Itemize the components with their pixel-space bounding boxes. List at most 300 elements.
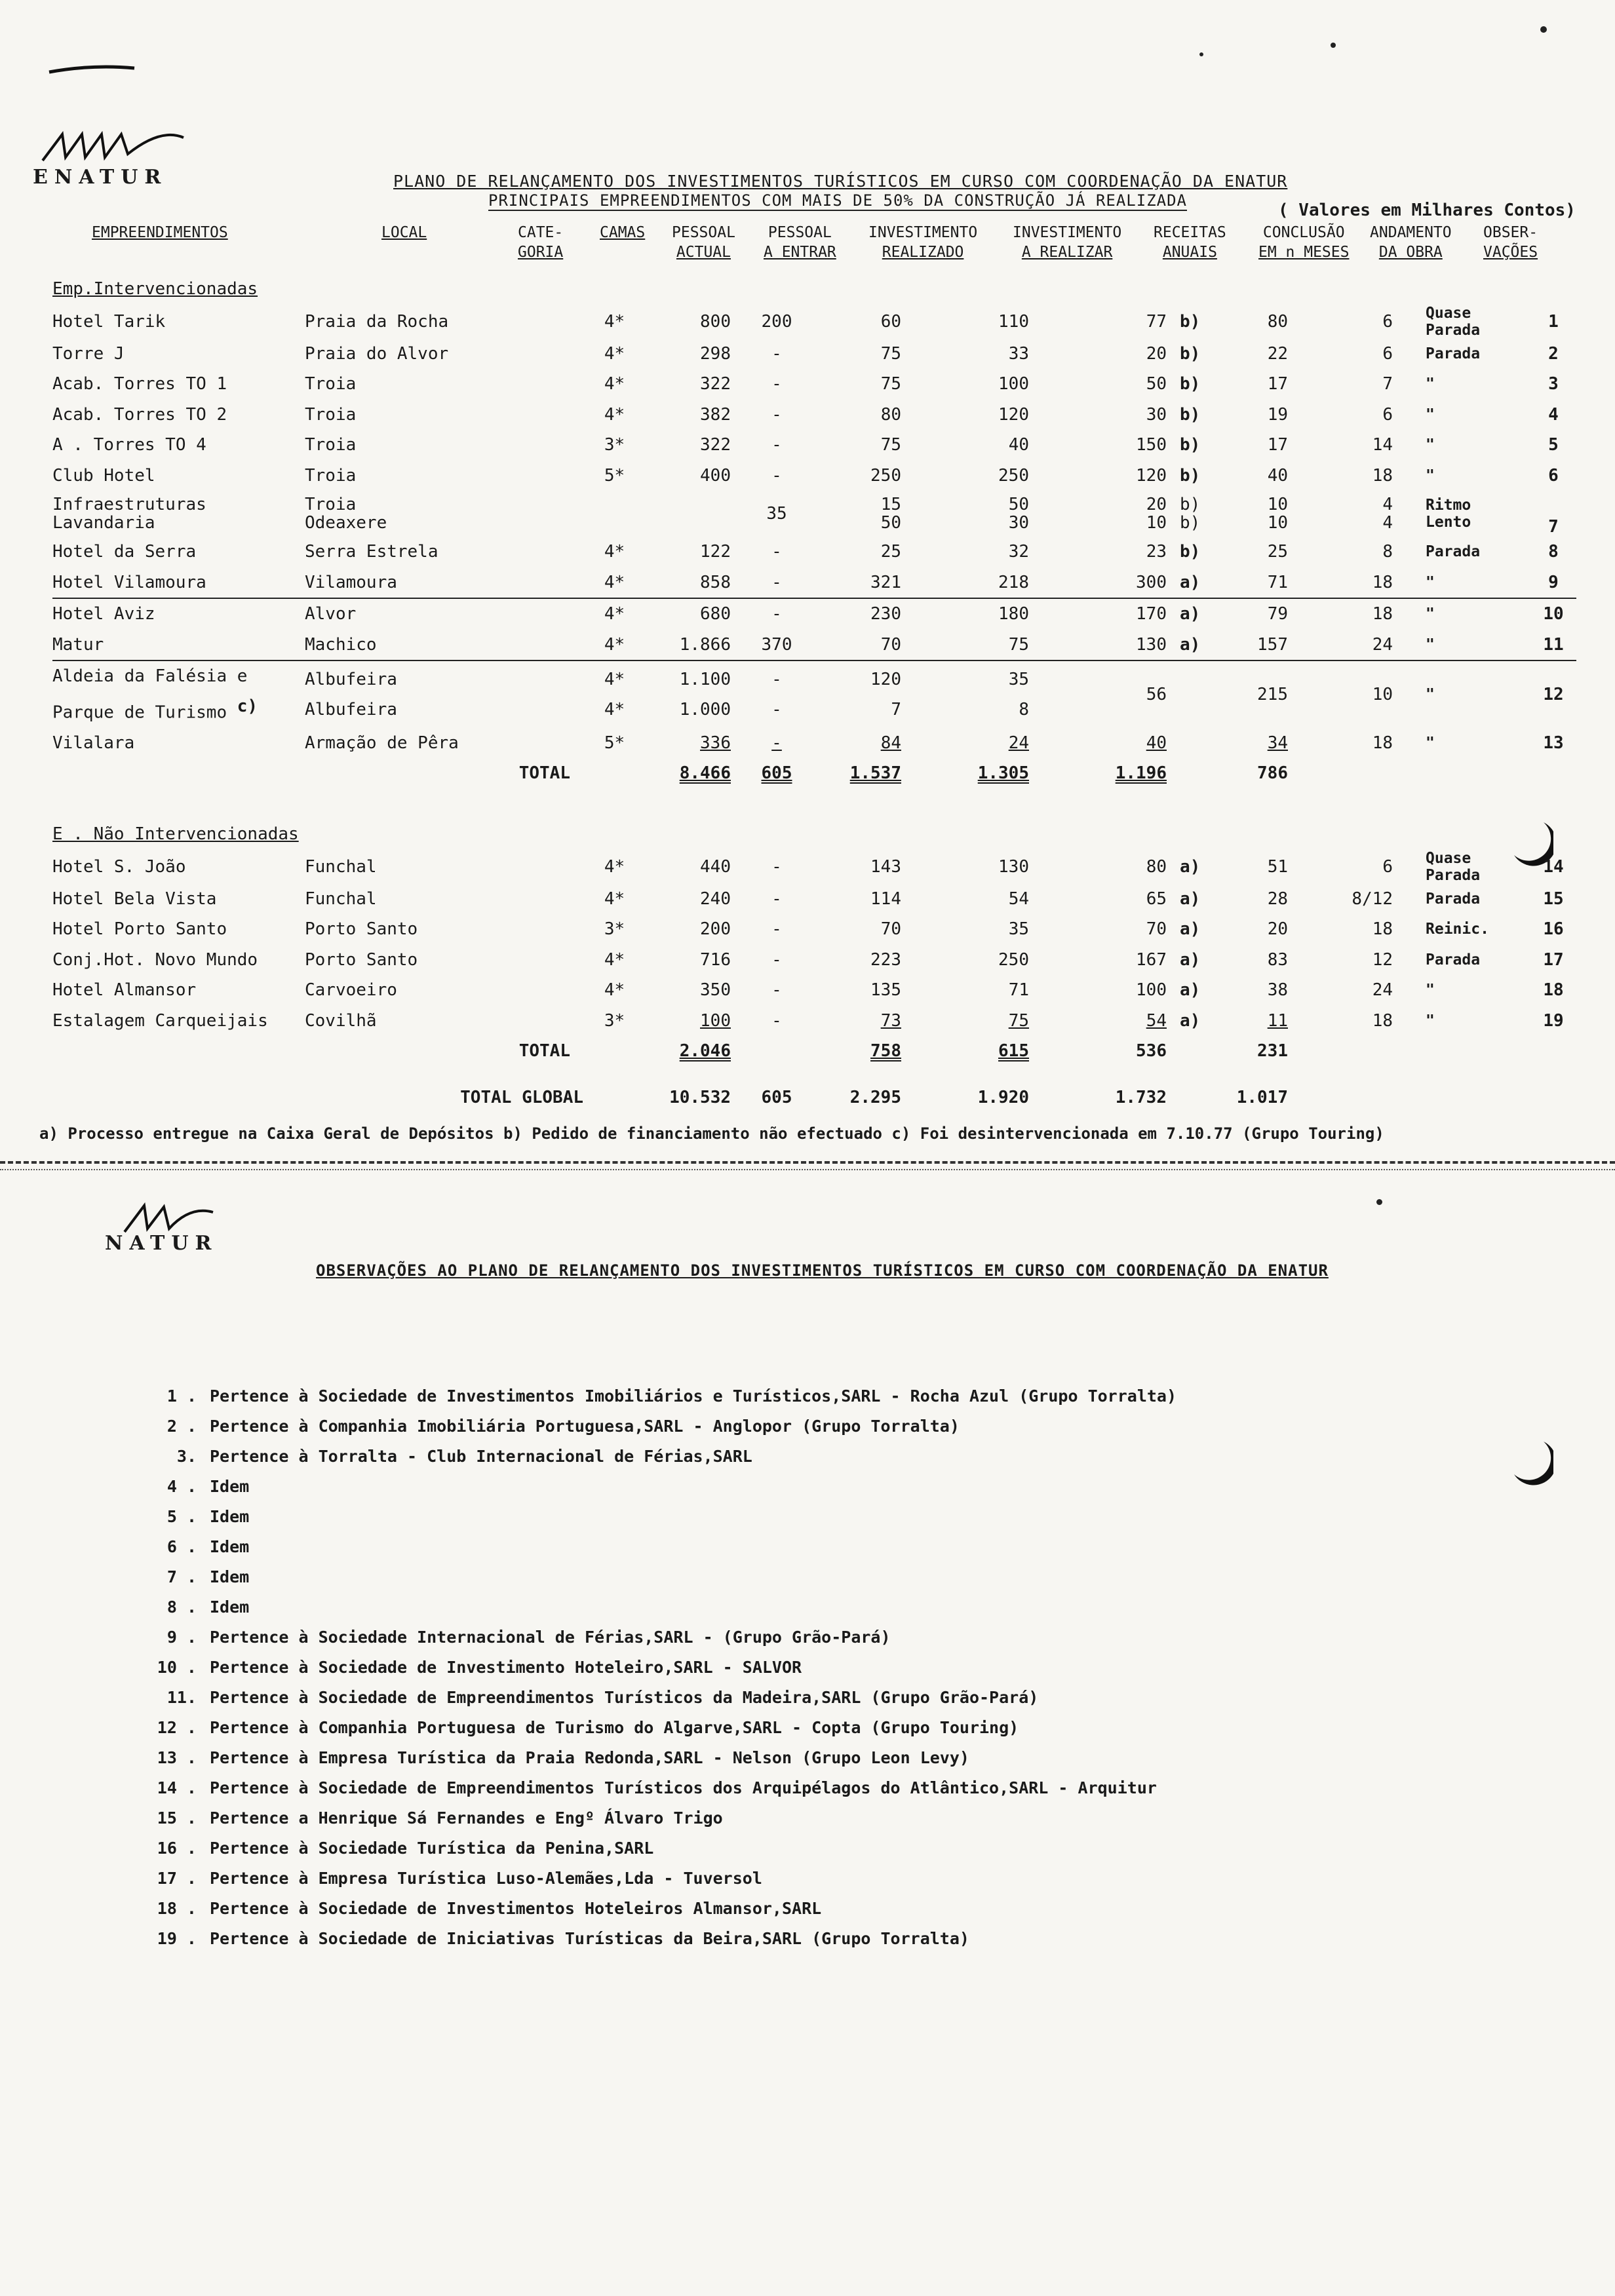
cell-status: Reinic.: [1426, 921, 1489, 938]
cell-value: -: [771, 604, 782, 624]
cell-name: Acab. Torres TO 1: [52, 374, 227, 394]
table-row: [52, 430, 1576, 461]
cell-value: 18: [1372, 919, 1393, 940]
list-item-number: 8 .: [166, 1598, 197, 1617]
cell-value: 250: [998, 949, 1029, 970]
cell-note: b): [1180, 495, 1201, 514]
total-value: 1.196: [1115, 763, 1167, 784]
cell-note: b): [1180, 374, 1201, 394]
list-item-number: 4 .: [166, 1477, 197, 1496]
table-row: [52, 975, 1576, 1006]
total-global-label: TOTAL GLOBAL: [460, 1087, 583, 1107]
cell-cat: 4*: [604, 404, 625, 425]
cell-value: 157: [1257, 634, 1288, 655]
list-item-number: 10 .: [157, 1658, 197, 1677]
cell-value: 10: [1267, 495, 1288, 514]
cell-value: 150: [1136, 435, 1167, 455]
cell-status: Parada: [1426, 890, 1481, 908]
list-item-text: Pertence a Henrique Sá Fernandes e Engº Álvaro Trigo: [210, 1808, 723, 1827]
cell-value: 20: [1146, 495, 1167, 514]
cell-pessoal-actual: 35: [766, 504, 787, 524]
cell-value: 130: [1136, 634, 1167, 655]
col-header-investimento-realizado: INVESTIMENTO REALIZADO: [868, 224, 978, 261]
list-item: [138, 1743, 1177, 1773]
col-header-pessoal-actual: PESSOAL ACTUAL: [672, 224, 735, 261]
cell-value: 143: [870, 856, 901, 877]
list-item-text: Pertence à Sociedade de Empreendimentos Turísticos dos Arquipélagos do Atlântico,SARL - Arquitur: [210, 1778, 1157, 1797]
list-item-number: 5 .: [166, 1507, 197, 1526]
total-value: 2.295: [849, 1087, 901, 1107]
cell-status: ": [1426, 573, 1435, 591]
cell-obs: 14: [1543, 856, 1564, 877]
cell-value: 6: [1382, 343, 1393, 364]
cell-value: 70: [880, 634, 901, 655]
cell-cat: 4*: [604, 634, 625, 655]
cell-note: b): [1180, 513, 1201, 533]
table-row: [52, 461, 1576, 491]
cell-obs: 11: [1543, 634, 1564, 655]
cell-obs: 15: [1543, 889, 1564, 909]
list-item-text: Idem: [210, 1598, 250, 1617]
cell-name: Matur: [52, 634, 104, 655]
cell-cat: 3*: [604, 1010, 625, 1031]
cell-local: Machico: [305, 634, 377, 655]
list-item-number: 14 .: [157, 1778, 197, 1797]
cell-name: Hotel Almansor: [52, 980, 197, 1001]
cell-value: 20: [1267, 919, 1288, 940]
cell-obs: 17: [1543, 949, 1564, 970]
col-header-local: LOCAL: [381, 224, 427, 241]
cell-value: 23: [1146, 542, 1167, 562]
cell-obs: 6: [1548, 465, 1559, 486]
cell-name: Acab. Torres TO 2: [52, 404, 227, 425]
list-item: [138, 1381, 1177, 1411]
page-title: PLANO DE RELANÇAMENTO DOS INVESTIMENTOS TURÍSTICOS EM CURSO COM COORDENAÇÃO DA ENATUR: [393, 172, 1288, 191]
cell-value: 8: [1019, 699, 1029, 719]
cell-value: 14: [1372, 435, 1393, 455]
cell-value: 10: [1372, 684, 1393, 704]
scan-speck: [1199, 52, 1203, 56]
cell-value: 858: [700, 572, 731, 592]
cell-value: 240: [700, 889, 731, 909]
cell-status: ": [1426, 605, 1435, 623]
cell-value: 300: [1136, 572, 1167, 592]
cell-value: 32: [1008, 542, 1029, 562]
cell-value: 35: [1008, 669, 1029, 689]
pen-stroke: [46, 59, 138, 81]
scan-speck: [1376, 1199, 1382, 1205]
cell-obs: 1: [1548, 311, 1559, 332]
cell-note: a): [1180, 856, 1201, 877]
cell-value: 440: [700, 856, 731, 877]
cell-value: 322: [700, 435, 731, 455]
total-value: 786: [1257, 763, 1288, 784]
cell-value: 250: [998, 465, 1029, 486]
cell-value: 24: [1372, 634, 1393, 655]
page-title: OBSERVAÇÕES AO PLANO DE RELANÇAMENTO DOS INVESTIMENTOS TURÍSTICOS EM CURSO COM COORDENAÇÃO DA ENATUR: [316, 1261, 1329, 1280]
cell-name: Club Hotel: [52, 465, 155, 486]
list-item-text: Pertence à Empresa Turística Luso-Alemães,Lda - Tuversol: [210, 1869, 762, 1888]
cell-name: Hotel Aviz: [52, 604, 155, 624]
cell-obs: 4: [1548, 404, 1559, 425]
cell-local: Funchal: [305, 889, 377, 909]
cell-value: 65: [1146, 889, 1167, 909]
cell-obs: 5: [1548, 435, 1559, 455]
col-header-conclusao: CONCLUSÃO EM n MESES: [1258, 224, 1350, 261]
table-row: [52, 339, 1576, 370]
cell-value: 11: [1267, 1010, 1288, 1031]
observations-list: [138, 1381, 1177, 1954]
cell-local: Troia: [305, 435, 357, 455]
cell-value: 100: [1136, 980, 1167, 1001]
cell-cat: 4*: [604, 311, 625, 332]
cell-value: 56: [1146, 684, 1167, 704]
cell-value: 230: [870, 604, 901, 624]
cell-cat: 4*: [604, 604, 625, 624]
cell-status: Parada: [1426, 951, 1481, 968]
cell-value: 322: [700, 374, 731, 394]
cell-note: a): [1180, 980, 1201, 1001]
table-row: [52, 491, 1576, 537]
cell-value: 350: [700, 980, 731, 1001]
cell-value: 28: [1267, 889, 1288, 909]
list-item-text: Pertence à Torralta - Club Internacional de Férias,SARL: [210, 1447, 752, 1466]
cell-value: 6: [1382, 404, 1393, 425]
cell-value: 7: [891, 699, 901, 719]
list-item: [138, 1894, 1177, 1924]
list-item: [138, 1803, 1177, 1833]
cell-value: 19: [1267, 404, 1288, 425]
cell-value: -: [771, 374, 782, 394]
cell-value: 18: [1372, 604, 1393, 624]
cell-note: b): [1180, 465, 1201, 486]
cell-value: 10: [1146, 513, 1167, 533]
cell-value: 40: [1267, 465, 1288, 486]
page-divider: [0, 1161, 1615, 1164]
cell-value: 50: [1008, 495, 1029, 514]
cell-value: 54: [1008, 889, 1029, 909]
total-value: 1.305: [977, 763, 1029, 784]
cell-status: ": [1426, 982, 1435, 999]
cell-value: 336: [700, 733, 731, 753]
cell-note: c): [237, 697, 258, 716]
list-item: [138, 1592, 1177, 1622]
cell-value: -: [771, 542, 782, 562]
cell-value: 200: [700, 919, 731, 940]
cell-value: -: [771, 919, 782, 940]
table-row: [52, 630, 1576, 661]
cell-obs: 3: [1548, 374, 1559, 394]
cell-value: -: [771, 1010, 782, 1031]
cell-value: -: [771, 699, 782, 719]
cell-cat: 4*: [604, 572, 625, 592]
cell-status: ": [1426, 636, 1435, 653]
logo-text: NATUR: [105, 1232, 218, 1255]
cell-value: 73: [880, 1010, 901, 1031]
col-header-camas: CAMAS: [600, 224, 646, 241]
cell-cat: 5*: [604, 733, 625, 753]
cell-obs: 9: [1548, 572, 1559, 592]
cell-cat: 5*: [604, 465, 625, 486]
cell-value: -: [771, 572, 782, 592]
cell-value: 71: [1267, 572, 1288, 592]
cell-cat: 4*: [604, 949, 625, 970]
cell-value: 8: [1382, 542, 1393, 562]
scan-speck: [1540, 26, 1547, 33]
cell-obs: 7: [1548, 517, 1559, 537]
table-row: [52, 537, 1576, 567]
list-item-number: 17 .: [157, 1869, 197, 1888]
table-row: [52, 369, 1576, 400]
cell-value: 200: [761, 311, 792, 332]
cell-value: 20: [1146, 343, 1167, 364]
cell-value: 180: [998, 604, 1029, 624]
list-item: [138, 1442, 1177, 1472]
table-row: [52, 884, 1576, 915]
cell-note: b): [1180, 542, 1201, 562]
cell-value: 135: [870, 980, 901, 1001]
list-item-text: Idem: [210, 1537, 250, 1556]
list-item: [138, 1713, 1177, 1743]
section-label: Emp.Intervencionadas: [52, 279, 258, 299]
cell-local: Porto Santo: [305, 919, 418, 940]
list-item: [138, 1773, 1177, 1803]
cell-value: 4: [1382, 513, 1393, 533]
cell-value: 75: [880, 343, 901, 364]
col-header-observacoes: OBSER- VAÇÕES: [1483, 224, 1538, 261]
cell-value: -: [771, 733, 782, 753]
cell-value: 6: [1382, 311, 1393, 332]
cell-value: -: [771, 856, 782, 877]
cell-status: ": [1426, 467, 1435, 484]
cell-name: Torre J: [52, 343, 125, 364]
total-value: 536: [1136, 1041, 1167, 1062]
cell-value: 223: [870, 949, 901, 970]
cell-note: a): [1180, 634, 1201, 655]
cell-value: 1.000: [679, 699, 731, 719]
col-header-pessoal-entrar: PESSOAL A ENTRAR: [764, 224, 836, 261]
list-item-text: Pertence à Empresa Turística da Praia Redonda,SARL - Nelson (Grupo Leon Levy): [210, 1748, 969, 1767]
list-item: [138, 1683, 1177, 1713]
cell-note: b): [1180, 404, 1201, 425]
cell-local: Albufeira: [305, 669, 397, 689]
table-row: [52, 660, 1576, 728]
total-value: 758: [870, 1041, 901, 1062]
list-item-number: 12 .: [157, 1718, 197, 1737]
cell-value: 24: [1372, 980, 1393, 1001]
total-value: 231: [1257, 1041, 1288, 1062]
cell-value: 298: [700, 343, 731, 364]
cell-status: ": [1426, 734, 1435, 752]
list-item-text: Idem: [210, 1567, 250, 1586]
cell-name: Parque de Turismo: [52, 702, 227, 723]
cell-local: Troia: [305, 404, 357, 425]
cell-cat: 3*: [604, 919, 625, 940]
list-item-number: 1 .: [166, 1387, 197, 1406]
list-item-number: 9 .: [166, 1628, 197, 1647]
cell-value: 75: [880, 374, 901, 394]
cell-local: Armação de Pêra: [305, 733, 459, 753]
col-header-empreendimentos: EMPREENDIMENTOS: [92, 224, 228, 241]
section-label: E . Não Intervencionadas: [52, 824, 299, 845]
cell-name: Conj.Hot. Novo Mundo: [52, 949, 258, 970]
list-item-number: 13 .: [157, 1748, 197, 1767]
total-value: 605: [761, 763, 792, 784]
table-row: [52, 400, 1576, 430]
cell-cat: 4*: [604, 669, 625, 689]
total-value: 10.532: [669, 1087, 731, 1107]
list-item: [138, 1864, 1177, 1894]
cell-value: -: [771, 980, 782, 1001]
cell-value: 51: [1267, 856, 1288, 877]
cell-name: Hotel S. João: [52, 856, 186, 877]
cell-note: b): [1180, 343, 1201, 364]
cell-value: 33: [1008, 343, 1029, 364]
total-value: 8.466: [679, 763, 731, 784]
cell-value: 120: [870, 669, 901, 689]
cell-local: Alvor: [305, 604, 357, 624]
cell-value: 83: [1267, 949, 1288, 970]
cell-value: 400: [700, 465, 731, 486]
list-item-number: 15 .: [157, 1808, 197, 1827]
cell-value: 167: [1136, 949, 1167, 970]
cell-note: a): [1180, 919, 1201, 940]
list-item-text: Pertence à Sociedade de Investimentos Imobiliários e Turísticos,SARL - Rocha Azul (Grupo Torralta): [210, 1387, 1177, 1406]
list-item-number: 16 .: [157, 1839, 197, 1858]
cell-obs: 18: [1543, 980, 1564, 1001]
list-item-number: 11.: [166, 1688, 197, 1707]
cell-value: -: [771, 343, 782, 364]
cell-value: 680: [700, 604, 731, 624]
cell-obs: 10: [1543, 604, 1564, 624]
cell-local: Odeaxere: [305, 513, 387, 533]
cell-value: 35: [1008, 919, 1029, 940]
list-item-number: 18 .: [157, 1899, 197, 1918]
cell-obs: 13: [1543, 733, 1564, 753]
cell-value: 7: [1382, 374, 1393, 394]
cell-status: Parada: [1426, 345, 1481, 362]
cell-name: Hotel Vilamoura: [52, 572, 206, 592]
cell-value: 1.100: [679, 669, 731, 689]
cell-cat: 4*: [604, 343, 625, 364]
cell-name: Aldeia da Falésia e: [52, 666, 248, 686]
cell-note: a): [1180, 949, 1201, 970]
cell-cat: 3*: [604, 435, 625, 455]
cell-status: ": [1426, 1012, 1435, 1029]
cell-cat: 4*: [604, 856, 625, 877]
cell-value: 716: [700, 949, 731, 970]
cell-value: 100: [998, 374, 1029, 394]
cell-note: a): [1180, 1010, 1201, 1031]
cell-obs: 16: [1543, 919, 1564, 940]
cell-value: -: [771, 404, 782, 425]
table-row: [52, 850, 1576, 884]
list-item: [138, 1622, 1177, 1653]
cell-value: -: [771, 889, 782, 909]
cell-obs: 2: [1548, 343, 1559, 364]
cell-value: 80: [880, 404, 901, 425]
table-row: [52, 1006, 1576, 1037]
list-item-number: 3.: [176, 1447, 197, 1466]
cell-status: ": [1426, 406, 1435, 423]
cell-local: Praia do Alvor: [305, 343, 449, 364]
list-item: [138, 1411, 1177, 1442]
cell-value: 25: [1267, 542, 1288, 562]
cell-value: 170: [1136, 604, 1167, 624]
total-value: 1.920: [977, 1087, 1029, 1107]
list-item-text: Pertence à Sociedade Turística da Penina,SARL: [210, 1839, 654, 1858]
cell-status: Quase Parada: [1426, 304, 1481, 339]
total-value: 605: [761, 1087, 792, 1107]
table-row: [52, 945, 1576, 976]
cell-value: 17: [1267, 374, 1288, 394]
cell-status: Parada: [1426, 543, 1481, 561]
cell-value: 321: [870, 572, 901, 592]
cell-value: 70: [880, 919, 901, 940]
cell-name: Infraestruturas: [52, 495, 206, 514]
cell-value: 79: [1267, 604, 1288, 624]
cell-value: 18: [1372, 733, 1393, 753]
cell-status: ": [1426, 436, 1435, 454]
col-header-receitas: RECEITAS ANUAIS: [1154, 224, 1226, 261]
cell-value: 30: [1008, 513, 1029, 533]
cell-value: 130: [998, 856, 1029, 877]
cell-note: a): [1180, 604, 1201, 624]
cell-note: a): [1180, 889, 1201, 909]
list-item: [138, 1833, 1177, 1864]
cell-local: Praia da Rocha: [305, 311, 449, 332]
cell-value: 18: [1372, 1010, 1393, 1031]
list-item-text: Pertence à Sociedade de Investimento Hoteleiro,SARL - SALVOR: [210, 1658, 802, 1677]
cell-value: 80: [1146, 856, 1167, 877]
cell-value: 22: [1267, 343, 1288, 364]
cell-value: 54: [1146, 1010, 1167, 1031]
page-subtitle: PRINCIPAIS EMPREENDIMENTOS COM MAIS DE 50% DA CONSTRUÇÃO JÁ REALIZADA: [488, 191, 1187, 210]
total-row: [52, 1036, 1576, 1067]
cell-value: 382: [700, 404, 731, 425]
cell-local: Carvoeiro: [305, 980, 397, 1001]
cell-value: 38: [1267, 980, 1288, 1001]
cell-value: 1.866: [679, 634, 731, 655]
cell-local: Covilhã: [305, 1010, 377, 1031]
cell-status: ": [1426, 685, 1435, 703]
cell-local: Troia: [305, 495, 357, 514]
table-row: [52, 305, 1576, 339]
table-row: [52, 567, 1576, 599]
cell-name: Hotel Bela Vista: [52, 889, 217, 909]
cell-status: Ritmo: [1426, 497, 1471, 514]
cell-name: Estalagem Carqueijais: [52, 1010, 268, 1031]
list-item-text: Pertence à Companhia Imobiliária Portuguesa,SARL - Anglopor (Grupo Torralta): [210, 1417, 960, 1436]
cell-value: 10: [1267, 513, 1288, 533]
cell-local: Porto Santo: [305, 949, 418, 970]
list-item-number: 2 .: [166, 1417, 197, 1436]
cell-value: 75: [1008, 1010, 1029, 1031]
list-item-text: Idem: [210, 1507, 250, 1526]
cell-value: 18: [1372, 572, 1393, 592]
cell-value: 18: [1372, 465, 1393, 486]
spacer-row: [52, 789, 1576, 820]
crescent-mark: [1508, 1438, 1553, 1493]
cell-value: 17: [1267, 435, 1288, 455]
total-global-row: [52, 1082, 1576, 1113]
cell-value: 120: [1136, 465, 1167, 486]
cell-value: 25: [880, 542, 901, 562]
list-item-text: Pertence à Sociedade de Investimentos Hoteleiros Almansor,SARL: [210, 1899, 822, 1918]
cell-value: 15: [880, 495, 901, 514]
total-label: TOTAL: [518, 1041, 570, 1062]
cell-value: 120: [998, 404, 1029, 425]
